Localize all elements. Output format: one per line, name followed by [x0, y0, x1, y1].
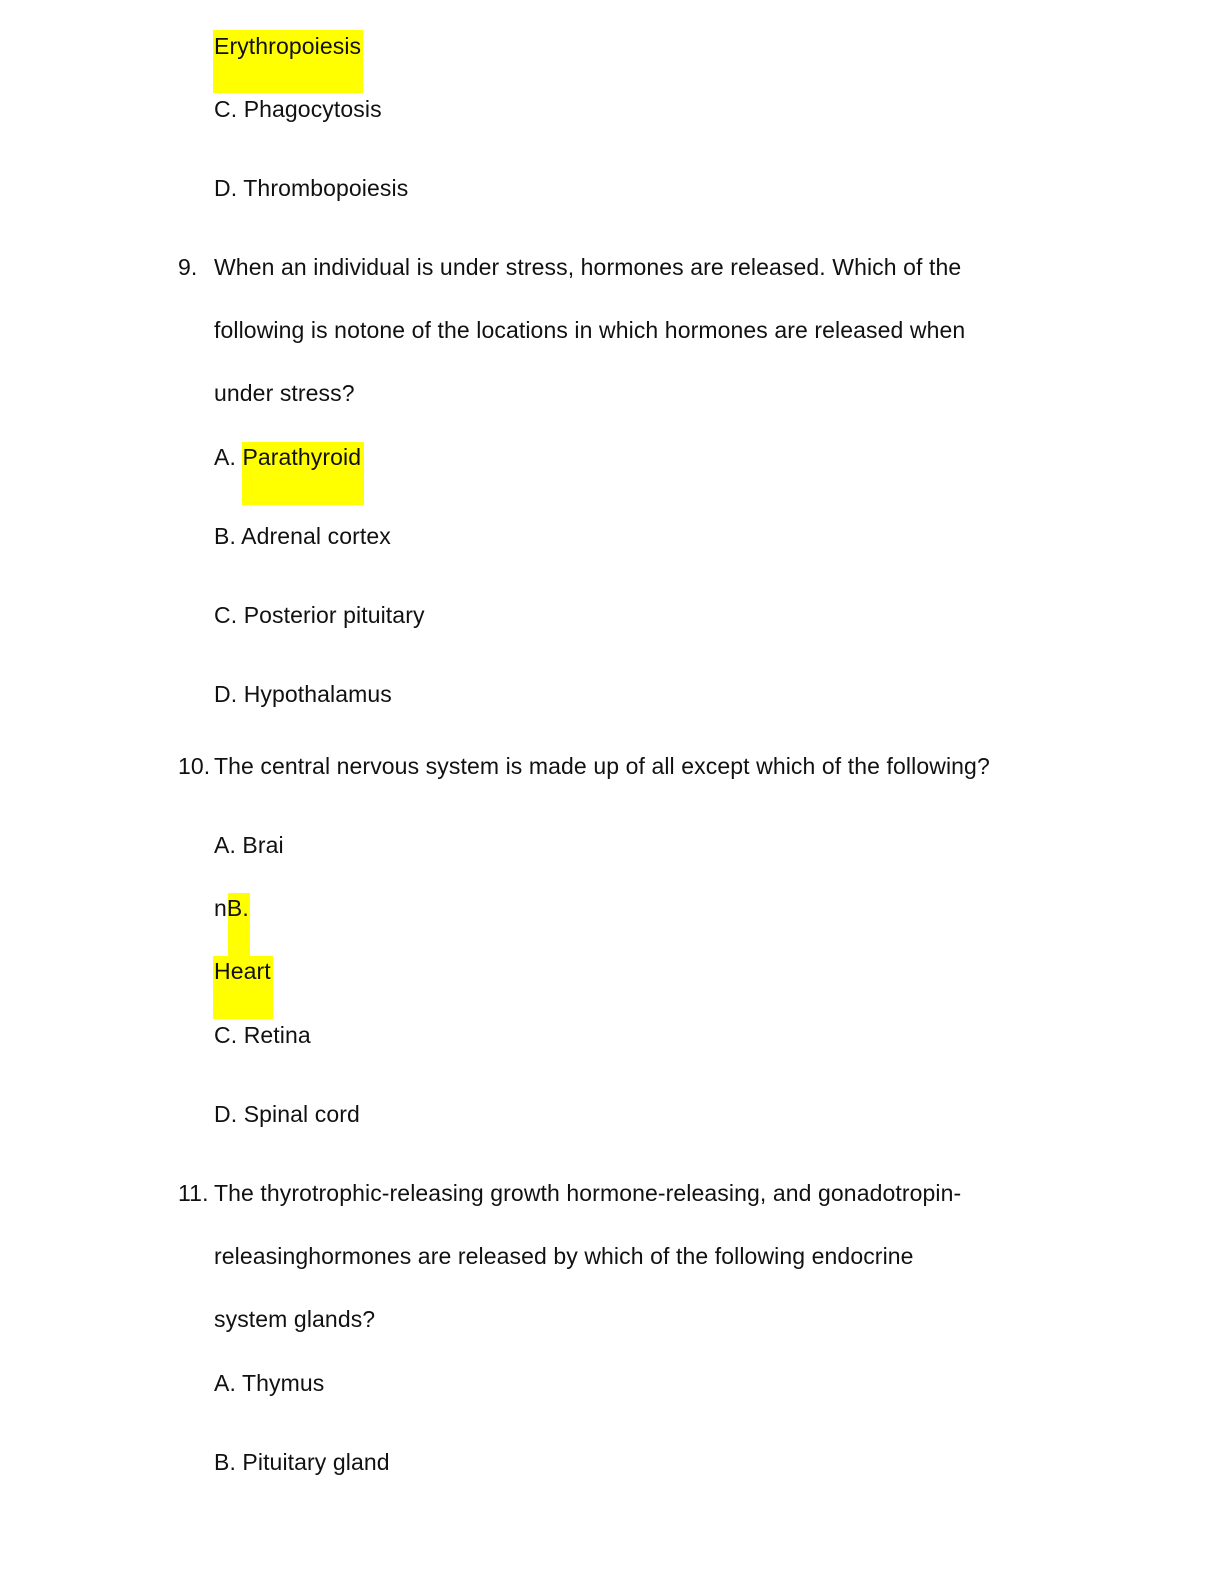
q9-stem-line-1: When an individual is under stress, hormones are released. Which of the: [214, 254, 962, 280]
q10-number: 10.: [178, 753, 211, 779]
q9-option-d: D. Hypothalamus: [214, 681, 392, 707]
q10-stem: The central nervous system is made up of all except which of the following?: [214, 753, 990, 779]
q8-answer-b-text: Erythropoiesis: [214, 33, 362, 59]
q11-option-a: A. Thymus: [214, 1370, 325, 1396]
q10-option-c: C. Retina: [214, 1022, 311, 1048]
q10-option-a: A. Brai: [214, 832, 284, 858]
q9-option-b: B. Adrenal cortex: [214, 523, 391, 549]
q11-option-b: B. Pituitary gland: [214, 1449, 390, 1475]
q8-option-c: C. Phagocytosis: [214, 96, 382, 122]
q11-number: 11.: [178, 1180, 209, 1206]
q11-stem-line-2: releasinghormones are released by which of the following endocrine: [214, 1243, 914, 1269]
q9-stem-line-3: under stress?: [214, 380, 355, 406]
q9-stem-line-2: following is notone of the locations in which hormones are released when: [214, 317, 966, 343]
q9-option-c: C. Posterior pituitary: [214, 602, 425, 628]
q11-stem-line-3: system glands?: [214, 1306, 376, 1332]
q10-option-b-line: [214, 893, 249, 923]
q9-option-a-letter: A.: [214, 444, 236, 470]
q9-option-a: [214, 442, 361, 472]
q10-option-d: D. Spinal cord: [214, 1101, 360, 1127]
q9-number: 9.: [178, 254, 198, 280]
q9-option-a-text: Parathyroid: [242, 444, 362, 470]
q10-option-b-text: Heart: [214, 958, 271, 984]
q10-option-b-letter: B.: [226, 895, 249, 921]
q11-stem-line-1: The thyrotrophic-releasing growth hormone-releasing, and gonadotropin-: [214, 1180, 962, 1206]
q8-option-d: D. Thrombopoiesis: [214, 175, 409, 201]
q10-option-a-tail: n: [214, 895, 227, 921]
